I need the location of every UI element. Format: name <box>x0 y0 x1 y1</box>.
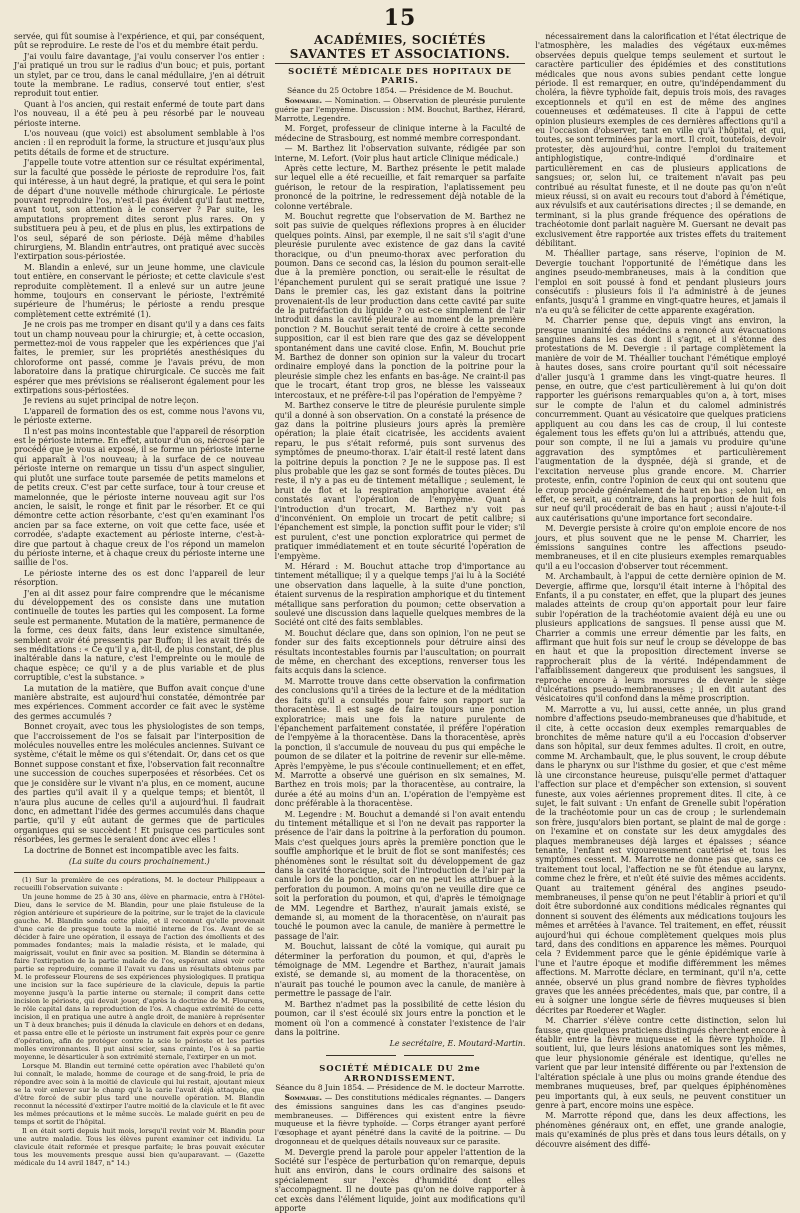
paragraph: J'appelle toute votre attention sur ce résultat expérimental, sur la faculté que possède le périoste de reproduire l'os, fait qui intéresse, à un haut degré, la pratique, et qui sera le point de départ d'une nouvelle méthode chirurgicale. Le périoste pouvant reproduire l'os, n'est-il pas évident qu'il faut mettre, avant tout, son attention à le conserver ? Par suite, les amputations proprement dites seront plus rares. On y substituera peu à peu, et de plus en plus, les extirpations de l'os seul, séparé de son périoste. Déjà même d'habiles chirurgiens, M. Blandin entr'autres, ont pratiqué avec succès l'extirpation sous-périostée. <box>14 158 265 262</box>
right-column <box>535 32 787 1149</box>
summary-label-2: Sommaire. <box>284 1093 323 1103</box>
paragraph: L'appareil de formation des os est, comme nous l'avons vu, le périoste externe. <box>14 406 265 426</box>
continued-note: (La suite du cours prochainement.) <box>68 856 210 866</box>
footnote: Il en était sorti depuis huit mois, lorsqu'il revint voir M. Blandin pour une autre maladie. Tous les élèves purent examiner cet individu. La clavicule était reformée et presque parfaite; le bras pouvait exécuter tous les mouvements presque aussi bien qu'auparavant. — (Gazette médicale du 14 avril 1847, n° 14.) <box>14 1127 265 1168</box>
paragraph: M. Barthez conserve le titre de pleurésie purulente simple qu'il a donné à son observation. On a constaté la présence de gaz dans la poitrine plusieurs jours après la première opération; la plaie était cicatrisée, les accidents avaient reparu, le pus s'était reformé, puis sont survenus des symptômes de pneumo-thorax. L'air était-il resté latent dans la poitrine depuis la ponction ? Je ne le suppose pas. Il est plus probable que les gaz se sont formés de toutes pièces. Du reste, il n'y a pas eu de tintement métallique ; seulement, le bruit de flot et la respiration amphorique avaient été constatés avant l'opération de l'empyème. Quant à l'introduction d'un trocart, M. Barthez n'y voit pas d'inconvénient. On emploie un trocart de petit calibre; si l'épanchement est simple, la ponction suffit pour le vider; s'il est purulent, c'est une ponction exploratrice qui permet de pratiquer immédiatement et en toute sécurité l'opération de l'empyème. <box>274 401 526 561</box>
paragraph: La doctrine de Bonnet est incompatible avec les faits. <box>24 845 239 855</box>
paragraph: M. Marrotte a vu, lui aussi, cette année, un plus grand nombre d'affections pseudo-membraneuses que d'habitude, et il cite, à cette occasion deux exemples remarquables de bronchites de même nature qu'il a eu l'occasion d'observer dans son hôpital, sur deux femmes adultes. Il croit, en outre, comme M. Archambault, que, le plus souvent, le croup débute dans le pharynx ou sur l'isthme du gosier, et que c'est même là une circonstance heureuse, puisqu'elle permet d'attaquer l'affection sur place et d'empêcher son extension, si souvent funeste, aux voies aériennes proprement dites. Il cite, à ce sujet, le fait suivant : Un enfant de Grenelle subit l'opération de la trachéotomie pour un cas de croup ; le surlendemain son frère, jusqu'alors bien portant, se plaint de mal de gorge : on l'examine et on constate sur les deux amygdales des plaques membraneuses déjà larges et épaisses ; séance tenante, l'enfant est vigoureusement cautérisé et tous les symptômes cessent. M. Marrotte ne donne pas que, sans ce traitement tout local, l'affection ne se fût étendue au larynx, comme chez le frère, et n'eût été suivie des mêmes accidents. Quant au traitement général des angines pseudo-membraneuses, il pense qu'on ne peut l'établir à priori et qu'il doit être subordonné aux conditions médicales régnantes qui donnent si souvent des éléments aux médications toujours les mêmes et arrêtées à l'avance. Tel traitement, en effet, réussit aujourd'hui qui échoue complètement quelques mois plus tard, dans des conditions en apparence les mêmes. Pourquoi cela ? Évidemment parce que le génie épidémique varie à l'une et l'autre époque et modifie différemment les mêmes affections. M. Marrotte déclare, en terminant, qu'il n'a, cette année, observé un plus grand nombre de fièvres typhoïdes graves que les années précédentes, mais que, par contre, il a eu à soigner une longue série de fièvres muqueuses si bien décrites par Roederer et Wagler. <box>535 704 787 1015</box>
paragraph: M. Legendre : M. Bouchut a demandé si l'on avait entendu du tintement métallique et si l'on ne devait pas rapporter la présence de l'air dans la poitrine à la perforation du poumon. Mais c'est quelques jours après la première ponction que le souffle amphorique et le bruit de flot se sont manifestés; ces phénomènes sont le résultat soit du développement de gaz dans la cavité thoracique, soit de l'introduction de l'air par la canule lors de la ponction, car on ne peut les attribuer à la perforation du poumon. A moins qu'on ne veuille dire que ce soit la perforation du poumon, et qui, d'après le témoignage de MM. Legendre et Barthez, n'aurait jamais existé, se demande si, au moment de la thoracentèse, on n'aurait pas touché le poumon avec la canule, de manière à permettre le passage de l'air. <box>274 809 526 941</box>
paragraph: M. Archambault, à l'appui de cette dernière opinion de M. Devergie, affirme que, lorsqu'il était interne à l'hôpital des Enfants, il a pu constater, en effet, que la plupart des jeunes malades atteints de croup qu'on apportait pour leur faire subir l'opération de la trachéotomie avaient déjà eu une ou plusieurs applications de sangsues. Il pense aussi que M. Charrier a commis une erreur démentie par les faits, en affirmant que huit fois sur neuf le croup se développe de bas en haut et que la proposition directement inverse se rapprocherait plus de la vérité. Indépendamment de l'affaiblissement dangereux que produisent les sangsues, il reproche encore à leurs morsures de devenir le siège d'ulcérations pseudo-membraneuses ; il en dit autant des vésicatoires qu'il confond dans la même proscription. <box>535 572 787 704</box>
middle-column <box>274 32 526 1213</box>
paragraph: M. Devergie persiste à croire qu'on emploie encore de nos jours, et plus souvent que ne le pense M. Charrier, les émissions sanguines contre les affections pseudo-membraneuses, et il en cite plusieurs exemples remarquables qu'il a eu l'occasion d'observer tout récemment. <box>535 524 787 571</box>
separator-rule <box>275 1052 526 1061</box>
paragraph: nécessairement dans la calorification et l'état électrique de l'atmosphère, les maladies des végétaux eux-mêmes observées depuis quelque temps seulement et surtout le caractère particulier des épidémies et des constitutions médicales que nous avons subies pendant cette longue période. Il est remarquer, en outre, qu'indépendamment du choléra, la fièvre typhoïde fait, depuis trois mois, des ravages exceptionnels et qu'il en est de même des angines couenneuses et œdémateuses. Il cite à l'appui de cette opinion plusieurs exemples de ces dernières affections qu'il a eu l'occasion d'observer, tant en ville qu'à l'hôpital, et qui, toutes, se sont terminées par la mort. Il croit, toutefois, devoir protester, dès aujourd'hui, contre l'emploi du traitement antiphlogistique, contre-indiqué d'ordinaire et particulièrement en cas de plusieurs applications de sangsues; or, selon lui, ce traitement n'avait pas peu contribué au résultat funeste, et il ne doute pas qu'on n'eût mieux réussi, si on avait eu recours tout d'abord à l'émétique, aux révulsifs et aux cautérisations directes ; il se demande, en terminant, si la plus grande fréquence des opérations de trachéotomie dont parlait naguère M. Guersant ne devait pas exclusivement être rapportée aux tristes effets du traitement débilitant. <box>535 32 787 248</box>
summary-text: — Nomination. — Observation de pleurésie purulente guérie par l'empyème. Discussion : MM. Bouchut, Barthez, Hérard, Marrotte, Legendre. <box>274 96 526 123</box>
sitting-line: Séance du 25 Octobre 1854. — Présidence de M. Bouchut. <box>286 85 514 95</box>
paragraph: J'en ai dit assez pour faire comprendre que le mécanisme du développement des os consiste dans une mutation continuelle de toutes les parties qui les composent. La forme seule est permanente. Mutation de la matière, permanence de la forme, ces deux faits, dans leur existence simultanée, semblent avoir été pressentis par Buffon; il les avait tirés de ses méditations : « Ce qu'il y a, dit-il, de plus constant, de plus inaltérable dans la nature, c'est l'empreinte ou le moule de chaque espèce; ce qu'il y a de plus variable et de plus corruptible, c'est la substance. » <box>14 588 265 683</box>
paragraph: M. Bouchut déclare que, dans son opinion, l'on ne peut se fonder sur des faits exceptionnels pour détruire ainsi des résultats incontestables fournis par l'auscultation; on pourrait de même, en cherchant des exceptions, renverser tous les faits acquis dans la science. <box>274 628 526 676</box>
page-number: 15 <box>383 5 417 31</box>
paragraph: M. Hérard : M. Bouchut attache trop d'importance au tintement métallique; il y a quelque temps j'ai lu à la Société une observation dans laquelle, à la suite d'une ponction, étaient survenus de la respiration amphorique et du tintement métallique sans perforation du poumon; cette observation a soulevé une discussion dans laquelle quelques membres de la Société ont cité des faits semblables. <box>274 562 526 628</box>
paragraph: J'ai voulu faire davantage, j'ai voulu conserver l'os entier : J'ai pratiqué un trou sur le radius d'un bouc; et puis, portant un stylet, par ce trou, dans le canal médullaire, j'en ai détruit toute la membrane. Le radius, conservé tout entier, s'est reproduit tout entier. <box>14 51 265 99</box>
footnote: (1) Sur la première de ces opérations, M. le docteur Philippeaux a recueilli l'observation suivante : <box>14 876 265 893</box>
paragraph: M. Devergie prend la parole pour appeler l'attention de la Société sur l'espèce de perturbation qu'on remarque, depuis huit ans environ, dans le cours ordinaire des saisons et spécialement sur l'excès d'humidité dont elles s'accompagnent. Il ne doute pas qu'on ne doive rapporter à cet excès dans l'élément liquide, joint aux modifications qu'il apporte <box>274 1147 526 1213</box>
paragraph: M. Barthez n'admet pas la possibilité de cette lésion du poumon, car il s'est écoulé six jours entre la ponction et le moment où l'on a commencé à constater l'existence de l'air dans la poitrine. <box>274 999 526 1037</box>
paragraph: La mutation de la matière, que Buffon avait conçue d'une manière abstraite, est aujourd'hui constatée, démontrée par mes expériences. Comment accorder ce fait avec le système des germes accumulés ? <box>14 683 265 721</box>
paragraph: servée, qui fût soumise à l'expérience, et qui, par conséquent, pût se reproduire. Le reste de l'os et du membre était perdu. <box>14 32 265 51</box>
secretary-signature: Le secrétaire, E. Moutard-Martin. <box>389 1039 526 1049</box>
footnote: Un jeune homme de 25 à 30 ans, élève en pharmacie, entra à l'Hôtel-Dieu, dans le service de M. Blandin, pour une plaie fistuleuse de la région antérieure et supérieure de la poitrine, sur le trajet de la clavicule gauche. M. Blandin sonda cette plaie, et il reconnut qu'elle provenait d'une carie de presque toute la moitié interne de l'os. Avant de se décider à faire une opération, il essaya de l'action des émollients et des pommades fondantes; mais la maladie résista, et le malade, qui maigrissait, voulut en finir avec sa position. M. Blandin se détermina à faire l'extirpation de la partie malade de l'os, espérant ainsi voir cette partie se reproduire, comme il l'avait vu dans un résultats obtenus par M. le professeur Flourens de ses expériences physiologiques. Il pratiqua une incision sur la face supérieure de la clavicule, depuis la partie moyenne jusqu'à la partie interne ou sternale; il comprit dans cette incision le périoste, qui devait jouer, d'après la doctrine de M. Flourens, le rôle capital dans la reproduction de l'os. A chaque extrémité de cette incision, il en pratiqua une autre à angle droit, de manière à représenter un T à deux branches; puis il dénuda la clavicule en dehors et en dedans, et passa entre elle et le périoste un instrument fait exprès pour ce genre d'opération, afin de protéger contre la scie le périoste et les parties molles environnantes. Il put ainsi scier, sans crainte, l'os à sa partie moyenne, le désarticuler à son extrémité sternale, l'extirper en un mot. <box>14 893 265 1062</box>
paragraph: Je reviens au sujet principal de notre leçon. <box>24 396 199 406</box>
footnote: Lorsque M. Blandin eut terminé cette opération avec l'habileté qu'on lui connaît, le malade, homme de courage et de sang-froid, le pria de répondre avec soin à la moitié de clavicule qui lui restait, ajoutant mieux se la voir enlever sur le champ qu'à la carie l'avait déjà attaquée, que d'être forcé de subir plus tard une nouvelle opération. M. Blandin reconnut la nécessité d'extirper l'autre moitié de la clavicule et le fit avec les mêmes précautions et le même succès. Le malade guérit en peu de temps et sortit de l'hôpital. <box>14 1062 265 1127</box>
paragraph: M. Théallier partage, sans réserve, l'opinion de M. Devergie touchant l'opportunité de l'émétique dans les angines pseudo-membraneuses, mais à la condition que l'emploi en soit poussé à fond et pendant plusieurs jours consécutifs : plusieurs fois il l'a administré à de jeunes enfants, jusqu'à 1 gramme en vingt-quatre heures, et jamais il n'a eu qu'à se féliciter de cette apparente exagération. <box>535 249 787 315</box>
summary <box>275 97 526 123</box>
paragraph: L'os nouveau (que voici) est absolument semblable à l'os ancien : il en reproduit la forme, la structure et jusqu'aux plus petits détails de forme et de structure. <box>14 129 265 157</box>
paragraph: Il n'est pas moins incontestable que l'appareil de résorption est le périoste interne. En effet, autour d'un os, nécrosé par le procédé que je vous ai exposé, il se forme un périoste interne qui apparaît à l'os nouveau; à la surface de ce nouveau périoste interne on remarque un tissu d'un aspect singulier, qui plutôt une surface toute parsemée de petits mamelons et de petits creux. C'est par cette surface, tour à tour creuse et mamelonnée, que le périoste interne nouveau agit sur l'os ancien, le saisit, le ronge et finit par le résorber. Et ce qui démontre cette action résorbante, c'est qu'en examinant l'os ancien par sa face externe, on voit que cette face, usée et corrodée, s'adapte exactement au périoste interne, c'est-à-dire que partout à chaque creux de l'os répond un mamelon du périoste interne, et à chaque creux du périoste interne une saillie de l'os. <box>14 426 265 568</box>
middle-body-1 <box>275 124 526 1037</box>
paragraph: M. Blandin a enlevé, sur un jeune homme, une clavicule tout entière, en conservant le périoste; et cette clavicule s'est reproduite complètement. Il a enlevé sur un autre jeune homme, toujours en conservant le périoste, l'extrémité supérieure de l'humérus; le périoste a rendu presque complètement cette extrémité (1). <box>14 262 265 319</box>
summary-label: Sommaire. <box>284 96 323 106</box>
paragraph: M. Bouchut, laissant de côté la vomique, qui aurait pu déterminer la perforation du poumon, et qui, d'après le témoignage de MM. Legendre et Barthez, n'aurait jamais existé, se demande si, au moment de la thoracentèse, on n'aurait pas touché le poumon avec la canule, de manière à permettre le passage de l'air. <box>274 942 526 999</box>
paragraph: M. Marrotte trouve dans cette observation la confirmation des conclusions qu'il a tirées de la lecture et de la méditation des faits qu'il a consultés pour faire son rapport sur la thoracentèse. Il est sage de faire toujours une ponction exploratrice; mais une fois la nature purulente de l'épanchement parfaitement constatée, il préfère l'opération de l'empyème à la thoracentèse. Dans la thoracentèse, après la ponction, il s'accumule de nouveau du pus qui empêche le poumon de se dilater et la poitrine de revenir sur elle-même. Après l'empyème, le pus s'écoule continuellement; et en effet, M. Marrotte a observé une guérison en six semaines, M. Barthez en trois mois; par la thoracentèse, au contraire, la durée a été au moins d'un an. L'opération de l'empyème est donc préférable à la thoracentèse. <box>274 676 526 809</box>
left-body <box>14 32 265 855</box>
middle-body-2 <box>275 1148 526 1213</box>
paragraph: Quant à l'os ancien, qui restait enfermé de toute part dans l'os nouveau, il a été peu à peu résorbé par le nouveau périoste interne. <box>14 99 265 128</box>
society-heading-2: SOCIÉTÉ MÉDICALE DU 2me ARRONDISSEMENT. <box>319 1063 481 1083</box>
summary-text-2: — Des constitutions médicales régnantes. — Dangers des émissions sanguines dans les cas d'angines pseudo-membraneuses. — Différences qui existent entre la fièvre muqueuse et la fièvre typhoïde. — Corps étranger ayant perforé l'œsophage et ayant pénétré dans la cavité de la poitrine. — Du drogonneau et de quelques détails nouveaux sur ce parasite. <box>274 1093 526 1146</box>
right-body <box>535 32 786 1149</box>
left-column <box>14 32 265 1168</box>
paragraph: — M. Barthez lit l'observation suivante, rédigée par son interne, M. Lefort. (Voir plus haut article Clinique médicale.) <box>274 144 526 163</box>
paragraph: M. Charrier s'élève contre cette distinction, selon lui fausse, que quelques praticiens distingués cherchent encore à établir entre la fièvre muqueuse et la fièvre typhoïde. Il soutient, lui, que leurs lésions anatomiques sont les mêmes, que leur physionomie générale est identique, qu'elles ne varient que par leur intensité différente ou par l'extension de l'altération spéciale à une plus ou moins grande étendue des membranes muqueuses, bref, par quelques épiphénomènes peu importants qui, à eux seuls, ne peuvent constituer un genre à part, encore moins une espèce. <box>535 1016 787 1110</box>
summary-2 <box>275 1094 526 1146</box>
paragraph: M. Forget, professeur de clinique interne à la Faculté de médecine de Strasbourg, est nommé membre correspondant. <box>274 124 526 143</box>
section-title: ACADÉMIES, SOCIÉTÉS SAVANTES ET ASSOCIATIONS. <box>275 33 526 64</box>
paragraph: M. Charrier pense que, depuis vingt ans environ, la presque unanimité des médecins a renoncé aux évacuations sanguines dans les cas dont il s'agit, et il s'étonne des protestations de M. Devergie : il partage complètement la manière de voir de M. Théallier touchant l'émétique employé à hautes doses, sans croire pourtant qu'il soit nécessaire d'aller jusqu'à 1 gramme dans les vingt-quatre heures. Il pense, en outre, que c'est particulièrement à lui qu'on doit rapporter les guérisons remarquables qu'on a, à tort, mises sur le compte de l'alun et du calomel administrés concurremment. Quant au vésicatoire que quelques praticiens appliquent au cou dans les cas de croup, il lui conteste également tous les effets qu'on lui a attribués, attendu que, pour son compte, il ne lui a jamais vu produire qu'une aggravation des symptômes et particulièrement l'augmentation de la dyspnée, déjà si grande, et de l'excitation nerveuse plus grande encore. M. Charrier proteste, enfin, contre l'opinion de ceux qui ont soutenu que le croup procède généralement de haut en bas ; selon lui, en effet, ce serait, au contraire, dans la proportion de huit fois sur neuf qu'il procéderait de bas en haut ; aussi n'ajoute-t-il aux cautérisations qu'une importance fort secondaire. <box>535 316 787 523</box>
paragraph: Après cette lecture, M. Barthez présente le petit malade sur lequel elle a été recueillie, et fait remarquer sa parfaite guérison, le retour de la respiration, l'aplatissement peu prononcé de la poitrine, le redressement déjà notable de la colonne vertébrale. <box>274 163 526 211</box>
paragraph: Je ne crois pas me tromper en disant qu'il y a dans ces faits tout un champ nouveau pour la chirurgie; et, à cette occasion, permettez-moi de vous rappeler que les expériences que j'ai faites, le premier, sur les propriétés anesthésiques du chloroforme ont passé, comme je l'avais prévu, de mon laboratoire dans la pratique chirurgicale. Ce succès me fait espérer que mes prévisions se réaliseront également pour les extirpations sous-périostées. <box>14 320 265 396</box>
paragraph: M. Bouchut regrette que l'observation de M. Barthez ne soit pas suivie de quelques réflexions propres à en élucider quelques points. Ainsi, par exemple, il ne sait s'il s'agit d'une pleurésie purulente avec existence de gaz dans la cavité thoracique, ou d'un pneumo-thorax avec perforation du poumon. Dans ce second cas, la lésion du poumon serait-elle due à la première ponction, ou serait-elle le résultat de l'épanchement purulent qui se serait pratiqué une issue ? Dans le premier cas, les gaz existant dans la poitrine provenaient-ils de leur production dans cette cavité par suite de la putréfaction du liquide ? ou est-ce simplement de l'air introduit dans la cavité pleurale au moment de la première ponction ? M. Bouchut serait tenté de croire à cette seconde supposition, car il est bien rare que des gaz se développent spontanément dans une cavité close. Enfin, M. Bouchut prie M. Barthez de donner son opinion sur la valeur du trocart ordinaire employé dans la ponction de la poitrine pour la pleurésie simple chez les enfants en bas-âge. Ne craint-il pas que le trocart, étant trop gros, ne blesse les vaisseaux intercostaux, et ne préfère-t-il pas l'opération de l'empyème ? <box>274 211 526 400</box>
footnotes <box>14 872 265 1167</box>
paragraph: Le périoste interne des os est donc l'appareil de leur résorption. <box>14 568 265 588</box>
sitting-line-2: Séance du 8 Juin 1854. — Présidence de M. le docteur Marrotte. <box>275 1082 525 1092</box>
paragraph: Bonnet croyait, avec tous les physiologistes de son temps, que l'accroissement de l'os se faisait par l'interposition de molécules nouvelles entre les molécules anciennes. Suivant ce système, c'était le même os qui s'étendait. Or, dans cet os que Bonnet suppose constant et fixe, l'observation fait reconnaître une succession de couches superposées et résorbées. Cet os que je considère sur le vivant n'a plus, en ce moment, aucune des parties qu'il avait il y a quelque temps; et bientôt, il n'aura plus aucune de celles qu'il a aujourd'hui. Il faudrait donc, en admettant l'idée des germes accumulés dans chaque partie, qu'il y eût autant de germes que de particules organiques qui se succèdent ! Et puisque ces particules sont résorbées, les germes le seraient donc avec elles ! <box>14 722 265 845</box>
society-heading: SOCIÉTÉ MÉDICALE DES HOPITAUX DE PARIS. <box>288 66 512 86</box>
paragraph: M. Marrotte répond que, dans les deux affections, les phénomènes généraux ont, en effet, une grande analogie, mais qu'examinés de plus près et dans tous leurs détails, on y découvre aisément des diffé- <box>535 1111 787 1149</box>
columns <box>14 32 787 1213</box>
